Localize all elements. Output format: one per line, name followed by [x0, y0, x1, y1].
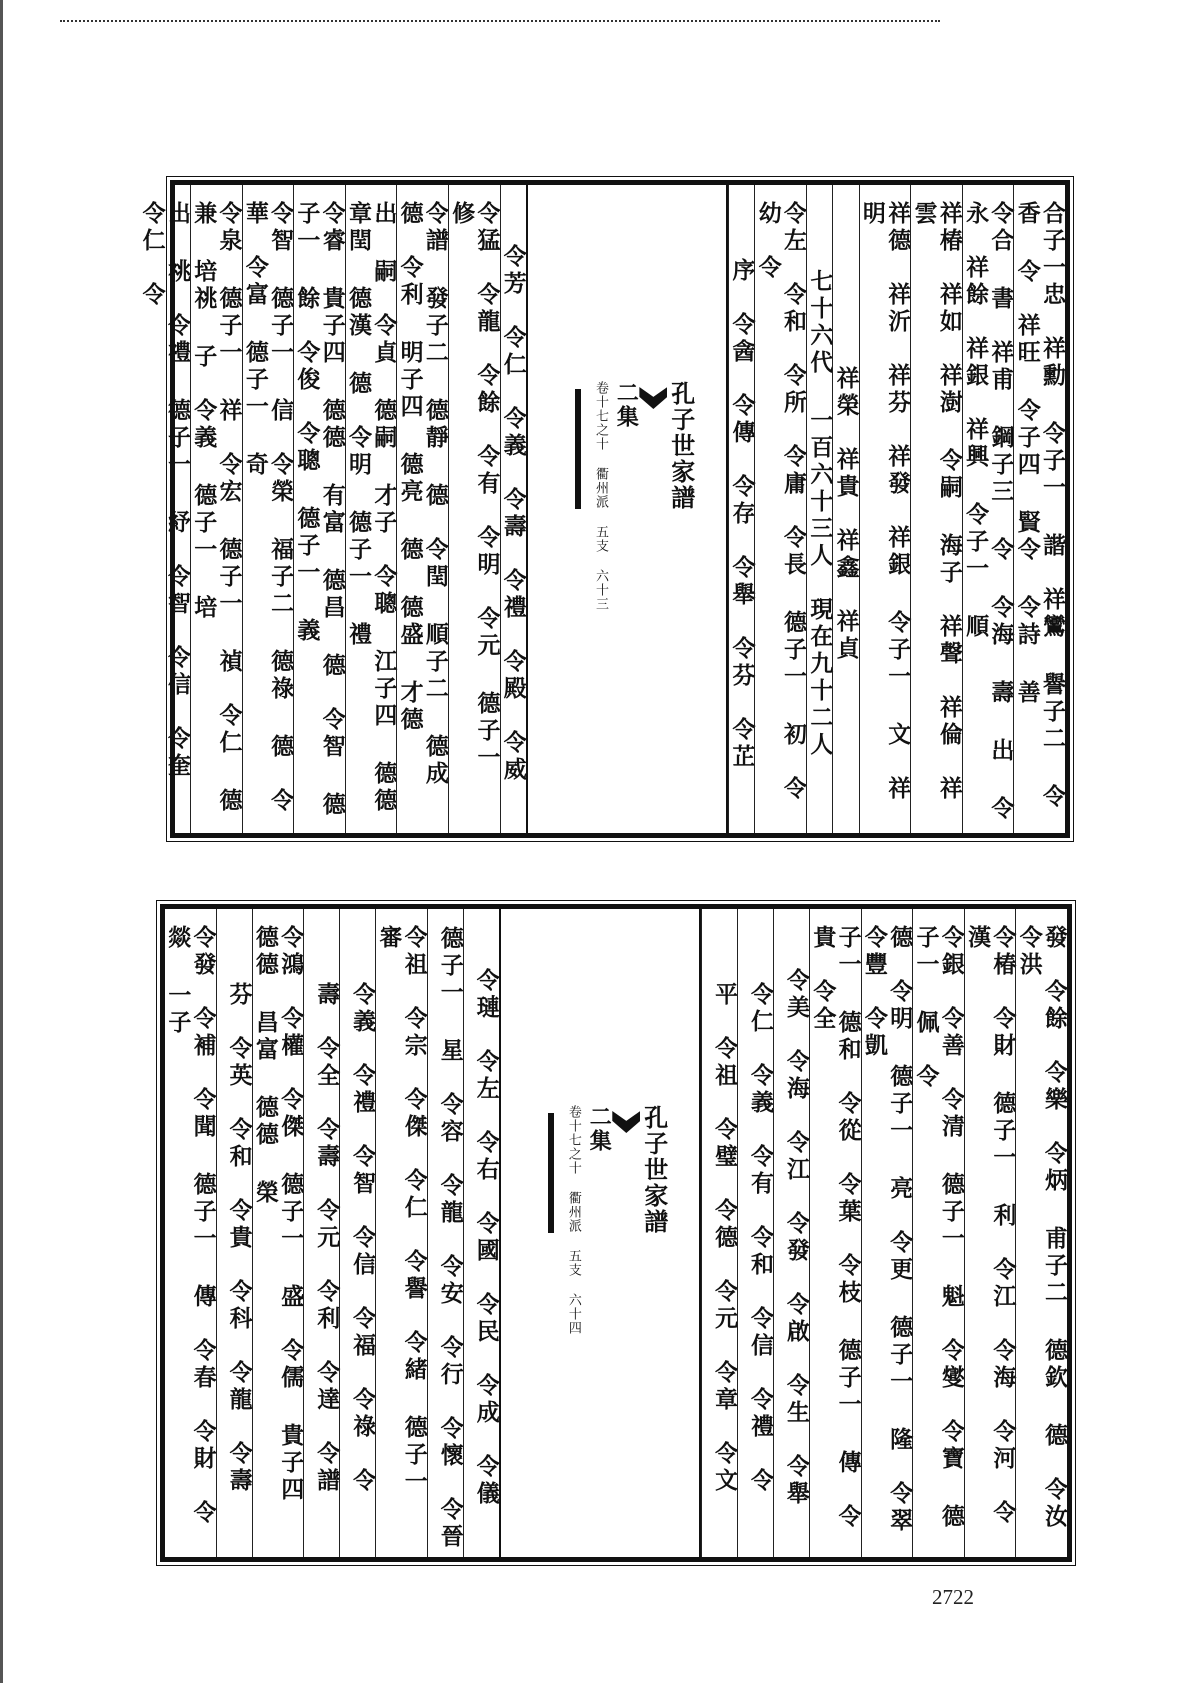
- column-b2: 令椿 令財 德子一 利 令江 令海 令河 令漢: [964, 909, 1016, 1557]
- column-t12: 出 嗣 令貞 德嗣 才子 令聰 江子四 德德 章閏 德漢 德 令明 德子一 禮: [345, 185, 397, 833]
- chapter-info: 卷十七之十 衢州派 五支 六十三: [592, 381, 608, 611]
- center-rule: [575, 389, 581, 509]
- column-b11: 令祖 令宗 令傑 令仁 令譽 令緒 德子一 審: [375, 909, 427, 1557]
- genealogy-page-63: [138, 180, 1070, 846]
- column-b8: 平 令祖 令璧 令德 令元 令章 令文: [701, 909, 737, 1557]
- book-title: 孔子世家譜: [639, 1105, 669, 1235]
- column-t4: 祥德 祥沂 祥芬 祥發 祥銀 令子一 文 祥明: [859, 185, 911, 833]
- center-rule: [548, 1113, 554, 1233]
- column-t16: 出 祧 令禮 德子一 紓 令智 令信 令奎 令仁 令: [138, 201, 191, 807]
- column-b12: 令義 令禮 令智 令信 令福 令祿 令: [339, 909, 375, 1557]
- column-b6: 令美 令海 令江 令發 令啟 令生 令舉: [773, 909, 809, 1557]
- column-b3: 令銀 令善 令清 德子一 魁 令燮 令寶 德子一 佩 令: [912, 909, 964, 1557]
- generation-heading: 七十六代 一百六十三人 現在九十二人: [806, 185, 832, 833]
- column-b15: 芬 令英 令和 令貴 令科 令龍 令壽: [216, 909, 252, 1557]
- column-t11: 令譜 發子二 德靜 德 令閏 順子二 德成 德 令利 明子四 德亮 德 德盛 才德: [396, 185, 448, 833]
- column-t1: 合子一忠 祥勳 令子一 諧 祥鸞 譽子二 令香 令 祥旺 令子四 賢令 令詩 善: [1013, 185, 1065, 833]
- chapter-info: 卷十七之十 衢州派 五支 六十四: [565, 1105, 581, 1335]
- column-t5: 祥榮 祥貴 祥鑫 祥貞: [832, 185, 858, 833]
- column-b14: 令鴻 令權 令傑 德子一 盛 令儒 貴子四 德德 昌富 德德 榮: [252, 909, 304, 1557]
- column-t9: 令芳 令仁 令義 令壽 令禮 令殿 令威: [500, 185, 526, 833]
- page-number: 2722: [932, 1585, 974, 1609]
- column-t2: 令合 書 祥甫 鋼子三 令 令海 壽 出 令永 祥餘 祥銀 祥興 令子一 順: [962, 185, 1014, 833]
- center-title-strip: [499, 909, 701, 1557]
- column-strip-top: [138, 185, 1066, 846]
- column-strip-bottom: [164, 909, 1068, 1562]
- book-title: 孔子世家譜: [666, 381, 696, 511]
- column-b7: 令仁 令義 令有 令和 令信 令禮 令: [737, 909, 773, 1557]
- column-b5: 子一 德和 令從 令葉 令枝 德子一 傳 令貴 令全: [809, 909, 861, 1557]
- column-t14: 令智 德子一 信 令榮 福子二 德祿 德 令華 令富 德子一 奇: [242, 185, 294, 833]
- center-title-strip: [526, 185, 728, 833]
- chevron-ornament-icon: [639, 387, 667, 409]
- column-t7: 令左 令和 令所 令庸 令長 德子一 初 令幼 令: [754, 185, 806, 833]
- column-t3: 祥椿 祥如 祥澍 令嗣 海子 祥聲 祥倫 祥雲: [910, 185, 962, 833]
- volume-label: 二集: [613, 381, 640, 429]
- column-t13: 令睿 貴子四 德德 有富 德昌 德 令智 德子一 餘 令俊 令聰 德子一 義: [293, 185, 345, 833]
- chevron-ornament-icon: [612, 1111, 640, 1133]
- page-edge-line: [0, 0, 3, 1683]
- column-t8: 序 令酓 令傳 令存 令舉 令芬 令芷: [728, 185, 754, 833]
- column-b10: 德子一 星 令容 令龍 令安 令行 令懷 令晉: [427, 909, 463, 1557]
- genealogy-page-64: [160, 904, 1072, 1562]
- column-b13: 壽 令全 令壽 令元 令利 令達 令譜: [303, 909, 339, 1557]
- column-b4: 德 令明 德子一 亮 令更 德子一 隆 令翠 令豐 令凱: [861, 909, 913, 1557]
- column-b1: 發 令餘 令樂 令炳 甫子二 德欽 德 令汝 令洪: [1015, 909, 1067, 1557]
- volume-label: 二集: [586, 1105, 613, 1153]
- column-b9: 令璉 令左 令右 令國 令民 令成 令儀: [463, 909, 499, 1557]
- column-t10: 令猛 令龍 令餘 令有 令明 令元 德子一 修: [448, 185, 500, 833]
- top-binding-marks: [60, 10, 940, 22]
- column-b16: 令發 令補 令聞 德子一 傳 令春 令財 令燚 一子: [164, 925, 217, 1527]
- column-t15: 令泉 德子一 祥 令宏 德子一 禎 令仁 德兼 培祧 子 令義 德子一 培: [190, 185, 242, 833]
